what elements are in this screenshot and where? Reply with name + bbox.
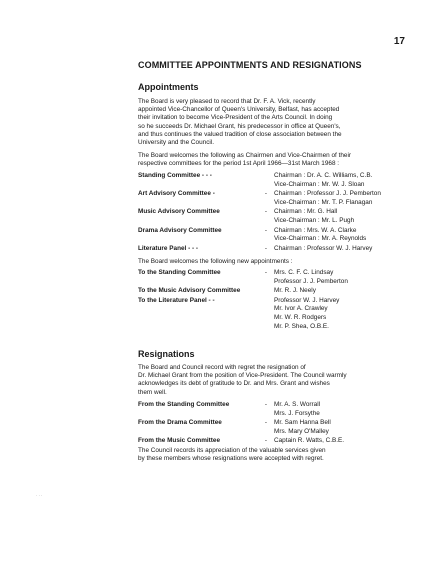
row-label: To the Literature Panel - - — [138, 296, 215, 304]
row-dash — [262, 287, 270, 296]
text-line: The Board and Council record with regret the resignation of — [138, 364, 306, 371]
text-line: Dr. Michael Grant from the position of Vice-President. The Council warmly — [138, 372, 347, 380]
row-value: Chairman : Mr. G. Hall — [274, 208, 338, 216]
row-label: Art Advisory Committee - — [138, 190, 215, 198]
row-value: Mr. R. J. Neely — [274, 287, 316, 295]
row-dash: - — [264, 437, 268, 445]
row-value: Captain R. Watts, C.B.E. — [274, 437, 345, 445]
table-row — [138, 245, 428, 254]
text-line: The Board is very pleased to record that Dr. F. A. Vick, recently — [138, 98, 316, 105]
table-row — [138, 217, 428, 226]
row-value: Mr. P. Shea, O.B.E. — [274, 322, 329, 330]
row-value: Vice-Chairman : Mr. L. Pugh — [274, 216, 355, 224]
scan-mark: · · · — [36, 493, 43, 498]
text-line: acknowledges its debt of gratitude to Dr. and Mrs. Grant and wishes — [138, 380, 330, 388]
row-dash: - — [264, 226, 268, 234]
row-label — [138, 278, 262, 287]
text-line: and thus continues the valued tradition of close association between the — [138, 130, 342, 138]
row-dash — [262, 199, 270, 208]
row-label: Literature Panel - - - — [138, 244, 199, 252]
resignations-para-1 — [138, 364, 423, 397]
row-value: Chairman : Professor W. J. Harvey — [274, 244, 373, 252]
appointments-para-3 — [138, 258, 423, 266]
row-dash: - — [264, 244, 268, 252]
row-dash — [262, 235, 270, 244]
row-value: Vice-Chairman : Mr. W. J. Sloan — [274, 180, 365, 188]
row-value: Mrs. C. F. C. Lindsay — [274, 269, 334, 276]
page-title: COMMITTEE APPOINTMENTS AND RESIGNATIONS — [138, 60, 362, 70]
row-dash — [262, 217, 270, 226]
row-label: Standing Committee - - - — [138, 172, 212, 179]
row-value: Mrs. J. Forsythe — [274, 409, 320, 417]
row-label: Drama Advisory Committee — [138, 226, 222, 234]
text-line: them well. — [138, 388, 167, 396]
row-value: Mr. Sam Hanna Bell — [274, 419, 331, 427]
table-row — [138, 235, 428, 244]
text-line: The Board welcomes the following new appointments : — [138, 258, 293, 265]
row-dash — [262, 428, 270, 437]
page-number: 17 — [393, 36, 405, 47]
text-line: their invitation to become Vice-President of the Arts Council. In doing — [138, 114, 333, 122]
table-row — [138, 190, 428, 199]
appointments-para-2 — [138, 152, 423, 168]
table-row — [138, 314, 428, 323]
text-line: The Board welcomes the following as Chairmen and Vice-Chairmen of their — [138, 152, 352, 159]
row-value: Mrs. Mary O'Malley — [274, 427, 329, 435]
row-value: Mr. W. R. Rodgers — [274, 313, 327, 321]
table-row — [138, 208, 428, 217]
row-label: From the Standing Committee — [138, 401, 230, 408]
row-dash — [262, 297, 270, 306]
row-label — [138, 314, 262, 323]
text-line: University and the Council. — [138, 139, 215, 147]
table-row — [138, 278, 428, 287]
row-value: Chairman : Dr. A. C. Williams, C.B. — [274, 172, 373, 179]
row-dash — [262, 181, 270, 190]
row-dash — [262, 278, 270, 287]
table-row — [138, 305, 428, 314]
row-label — [138, 199, 262, 208]
row-dash: - — [264, 208, 268, 216]
row-label: From the Music Committee — [138, 437, 221, 445]
row-value: Vice-Chairman : Mr. A. Reynolds — [274, 235, 367, 243]
table-row — [138, 297, 428, 306]
row-dash — [262, 323, 270, 332]
row-value: Vice-Chairman : Mr. T. P. Flanagan — [274, 198, 373, 206]
table-row — [138, 269, 428, 278]
table-row — [138, 410, 428, 419]
row-label — [138, 305, 262, 314]
text-line: by these members whose resignations were accepted with regret. — [138, 455, 324, 463]
row-dash — [262, 314, 270, 323]
row-dash — [262, 172, 270, 181]
row-label: From the Drama Committee — [138, 419, 222, 427]
row-label — [138, 217, 262, 226]
text-line: respective committees for the period 1st April 1966—31st March 1968 : — [138, 160, 340, 168]
row-value: Chairman : Mrs. W. A. Clarke — [274, 226, 357, 234]
row-label — [138, 410, 262, 419]
table-row — [138, 437, 428, 446]
row-dash: - — [264, 419, 268, 427]
row-value: Mr. A. S. Worrall — [274, 401, 321, 408]
committee-chairs-table — [138, 172, 428, 253]
row-dash: - — [264, 269, 268, 276]
row-label: To the Standing Committee — [138, 269, 221, 276]
row-value: Professor J. J. Pemberton — [274, 277, 348, 285]
table-row — [138, 227, 428, 236]
row-dash — [262, 410, 270, 419]
appointments-heading: Appointments — [138, 82, 199, 92]
table-row — [138, 181, 428, 190]
text-line: so he succeeds Dr. Michael Grant, his predecessor in office at Queen's, — [138, 122, 341, 130]
appointments-para-1 — [138, 98, 423, 147]
resignations-para-2 — [138, 447, 423, 463]
resignations-table — [138, 401, 428, 446]
row-value: Professor W. J. Harvey — [274, 296, 340, 304]
row-dash — [262, 305, 270, 314]
table-row — [138, 323, 428, 332]
new-appointments-table — [138, 269, 428, 331]
row-dash: - — [264, 190, 268, 198]
row-value: Chairman : Professor J. J. Pemberton — [274, 190, 381, 198]
row-value: Mr. Ivor A. Crawley — [274, 305, 328, 313]
row-label: To the Music Advisory Committee — [138, 287, 241, 295]
table-row — [138, 287, 428, 296]
table-row — [138, 401, 428, 410]
row-label — [138, 323, 262, 332]
text-line: The Council records its appreciation of the valuable services given — [138, 447, 326, 454]
row-label: Music Advisory Committee — [138, 208, 220, 216]
resignations-heading: Resignations — [138, 349, 195, 359]
row-dash: - — [264, 401, 268, 408]
table-row — [138, 199, 428, 208]
row-label — [138, 428, 262, 437]
row-label — [138, 235, 262, 244]
table-row — [138, 419, 428, 428]
text-line: appointed Vice-Chancellor of Queen's University, Belfast, has accepted — [138, 106, 340, 114]
table-row — [138, 172, 428, 181]
table-row — [138, 428, 428, 437]
row-label — [138, 181, 262, 190]
